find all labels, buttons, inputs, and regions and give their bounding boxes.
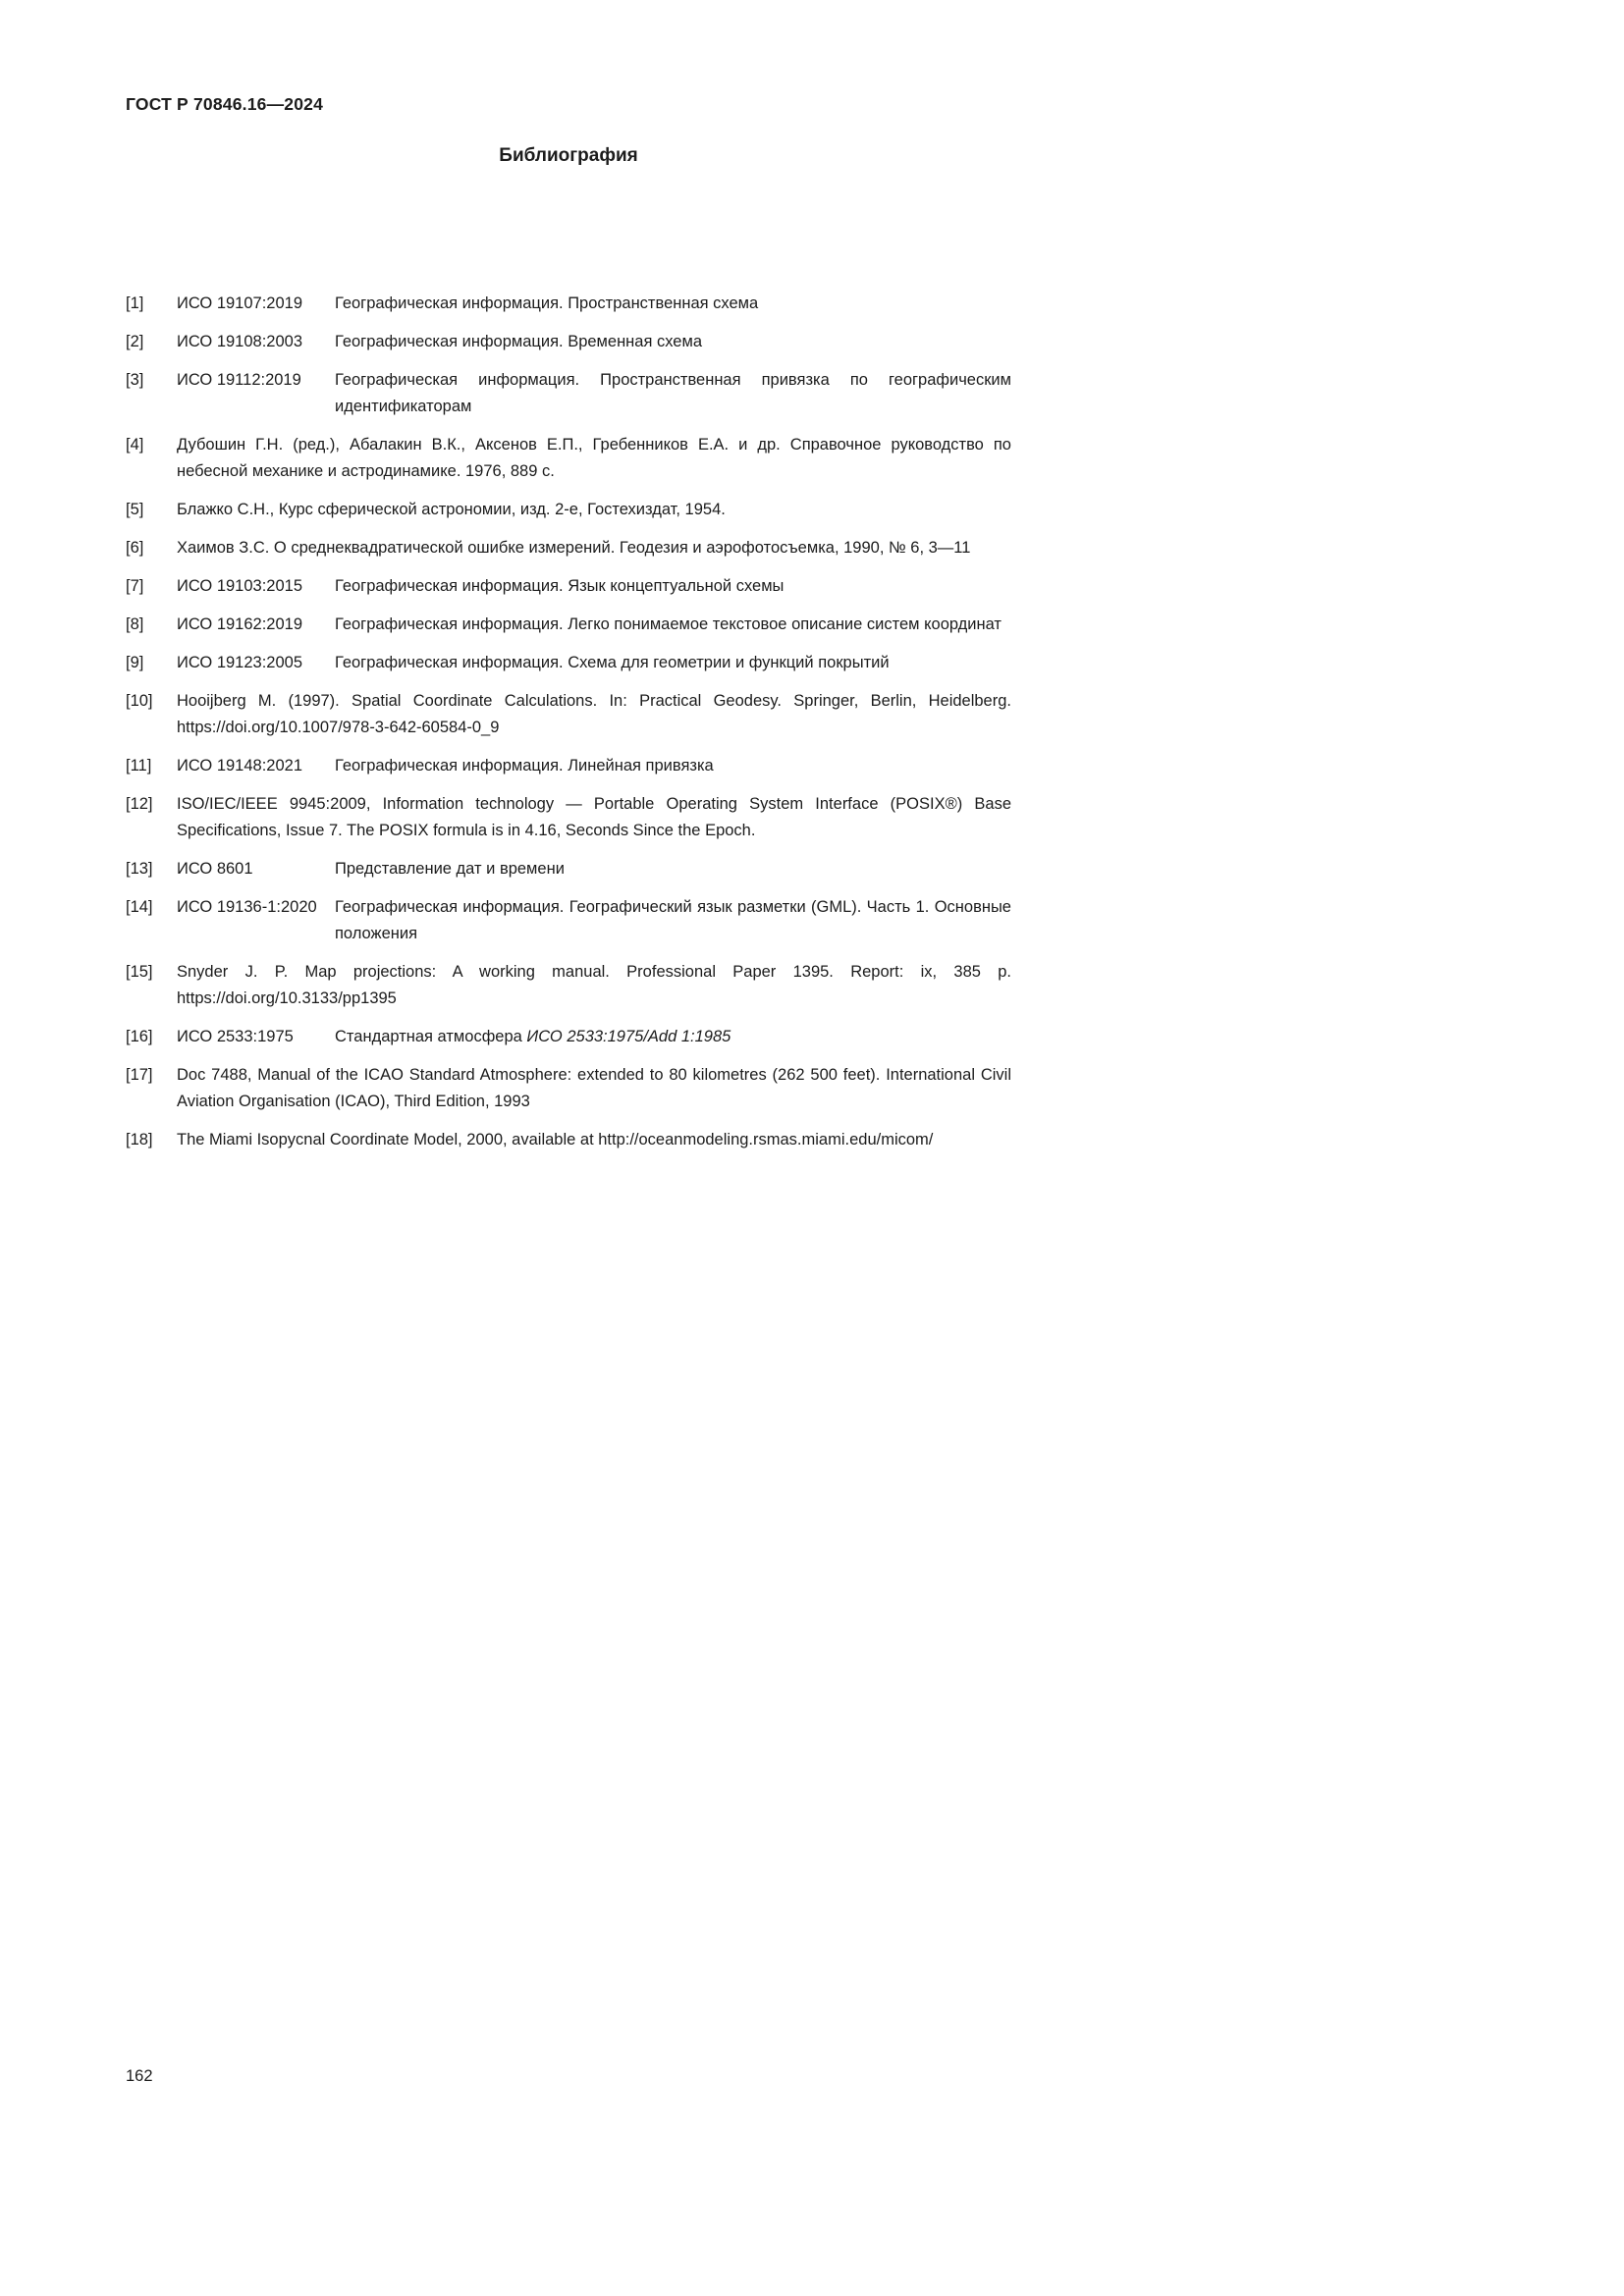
bib-entry-12 [126,791,1011,844]
document-header: ГОСТ Р 70846.16—2024 [126,94,324,114]
entry-text-italic: ИСО 2533:1975/Add 1:1985 [526,1028,731,1045]
entry-text: Hooijberg M. (1997). Spatial Coordinate Calculations. In: Practical Geodesy. Springer, Berlin, Heidelberg. https://doi.org/10.1007/978-3-642-60584-0_9 [177,692,1011,736]
entry-text: Дубошин Г.Н. (ред.), Абалакин В.К., Аксенов Е.П., Гребенников Е.А. и др. Справочное руководство по небесной механике и астродинамике. 1976, 889 с. [177,436,1011,480]
bibliography-list [126,291,1011,1165]
entry-number: [5] [126,501,144,518]
entry-designation: ИСО 19103:2015 [177,577,303,595]
entry-designation: ИСО 8601 [177,860,253,878]
entry-number: [6] [126,539,144,557]
entry-number: [15] [126,963,153,981]
bib-entry-15 [126,959,1011,1012]
entry-designation: ИСО 19112:2019 [177,371,301,389]
bib-entry-14 [126,894,1011,947]
entry-number: [18] [126,1131,153,1148]
entry-number: [8] [126,615,144,633]
entry-text [335,1024,1011,1050]
entry-text: Географическая информация. Пространственная схема [335,294,759,312]
bib-entry-9 [126,650,1011,676]
entry-number: [1] [126,294,144,312]
entry-number: [4] [126,436,144,454]
bib-entry-11 [126,753,1011,779]
entry-number: [10] [126,692,153,710]
entry-number: [3] [126,371,144,389]
bib-entry-4 [126,432,1011,485]
bib-entry-17 [126,1062,1011,1115]
entry-text: The Miami Isopycnal Coordinate Model, 2000, available at http://oceanmodeling.rsmas.miami.edu/micom/ [177,1131,934,1148]
entry-text-regular: Стандартная атмосфера [335,1028,527,1045]
bib-entry-7 [126,573,1011,600]
entry-number: [9] [126,654,144,671]
entry-designation: ИСО 19162:2019 [177,615,303,633]
page-number: 162 [126,2067,153,2085]
entry-number: [17] [126,1066,153,1084]
section-title: Библиография [499,145,638,166]
entry-text: Doc 7488, Manual of the ICAO Standard Atmosphere: extended to 80 kilometres (262 500 feet). International Civil Aviation Organisation (ICAO), Third Edition, 1993 [177,1066,1011,1110]
bib-entry-2 [126,329,1011,355]
bib-entry-16 [126,1024,1011,1050]
entry-text: Географическая информация. Схема для геометрии и функций покрытий [335,654,890,671]
entry-designation: ИСО 2533:1975 [177,1028,294,1045]
entry-designation: ИСО 19107:2019 [177,294,303,312]
entry-text: Представление дат и времени [335,860,565,878]
bib-entry-1 [126,291,1011,317]
entry-designation: ИСО 19136-1:2020 [177,898,317,916]
bib-entry-8 [126,612,1011,638]
entry-designation: ИСО 19108:2003 [177,333,303,350]
bib-entry-13 [126,856,1011,882]
entry-number: [16] [126,1028,153,1045]
bib-entry-3 [126,367,1011,420]
entry-number: [14] [126,898,153,916]
entry-text: Хаимов З.С. О среднеквадратической ошибке измерений. Геодезия и аэрофотосъемка, 1990, № 6, 3—11 [177,539,971,557]
bib-entry-18 [126,1127,1011,1153]
entry-text: Географическая информация. Линейная привязка [335,757,714,774]
entry-text: Географическая информация. Временная схема [335,333,703,350]
entry-text: Snyder J. P. Map projections: A working manual. Professional Paper 1395. Report: ix, 385 p. https://doi.org/10.3133/pp1395 [177,963,1011,1007]
entry-text: ISO/IEC/IEEE 9945:2009, Information technology — Portable Operating System Interface (POSIX®) Base Specifications, Issue 7. The POSIX formula is in 4.16, Seconds Since the Epoch. [177,795,1011,839]
entry-number: [13] [126,860,153,878]
entry-designation: ИСО 19148:2021 [177,757,303,774]
entry-text: Блажко С.Н., Курс сферической астрономии, изд. 2-е, Гостехиздат, 1954. [177,501,726,518]
entry-text: Географическая информация. Легко понимаемое текстовое описание систем координат [335,615,1001,633]
bib-entry-10 [126,688,1011,741]
entry-number: [2] [126,333,144,350]
entry-number: [12] [126,795,153,813]
entry-number: [7] [126,577,144,595]
entry-text: Географическая информация. Язык концептуальной схемы [335,577,785,595]
bib-entry-5 [126,497,1011,523]
entry-text: Географическая информация. Пространственная привязка по географическим идентификаторам [335,371,1011,415]
entry-text: Географическая информация. Географический язык разметки (GML). Часть 1. Основные положения [335,898,1011,942]
bib-entry-6 [126,535,1011,561]
entry-number: [11] [126,757,152,774]
entry-designation: ИСО 19123:2005 [177,654,303,671]
